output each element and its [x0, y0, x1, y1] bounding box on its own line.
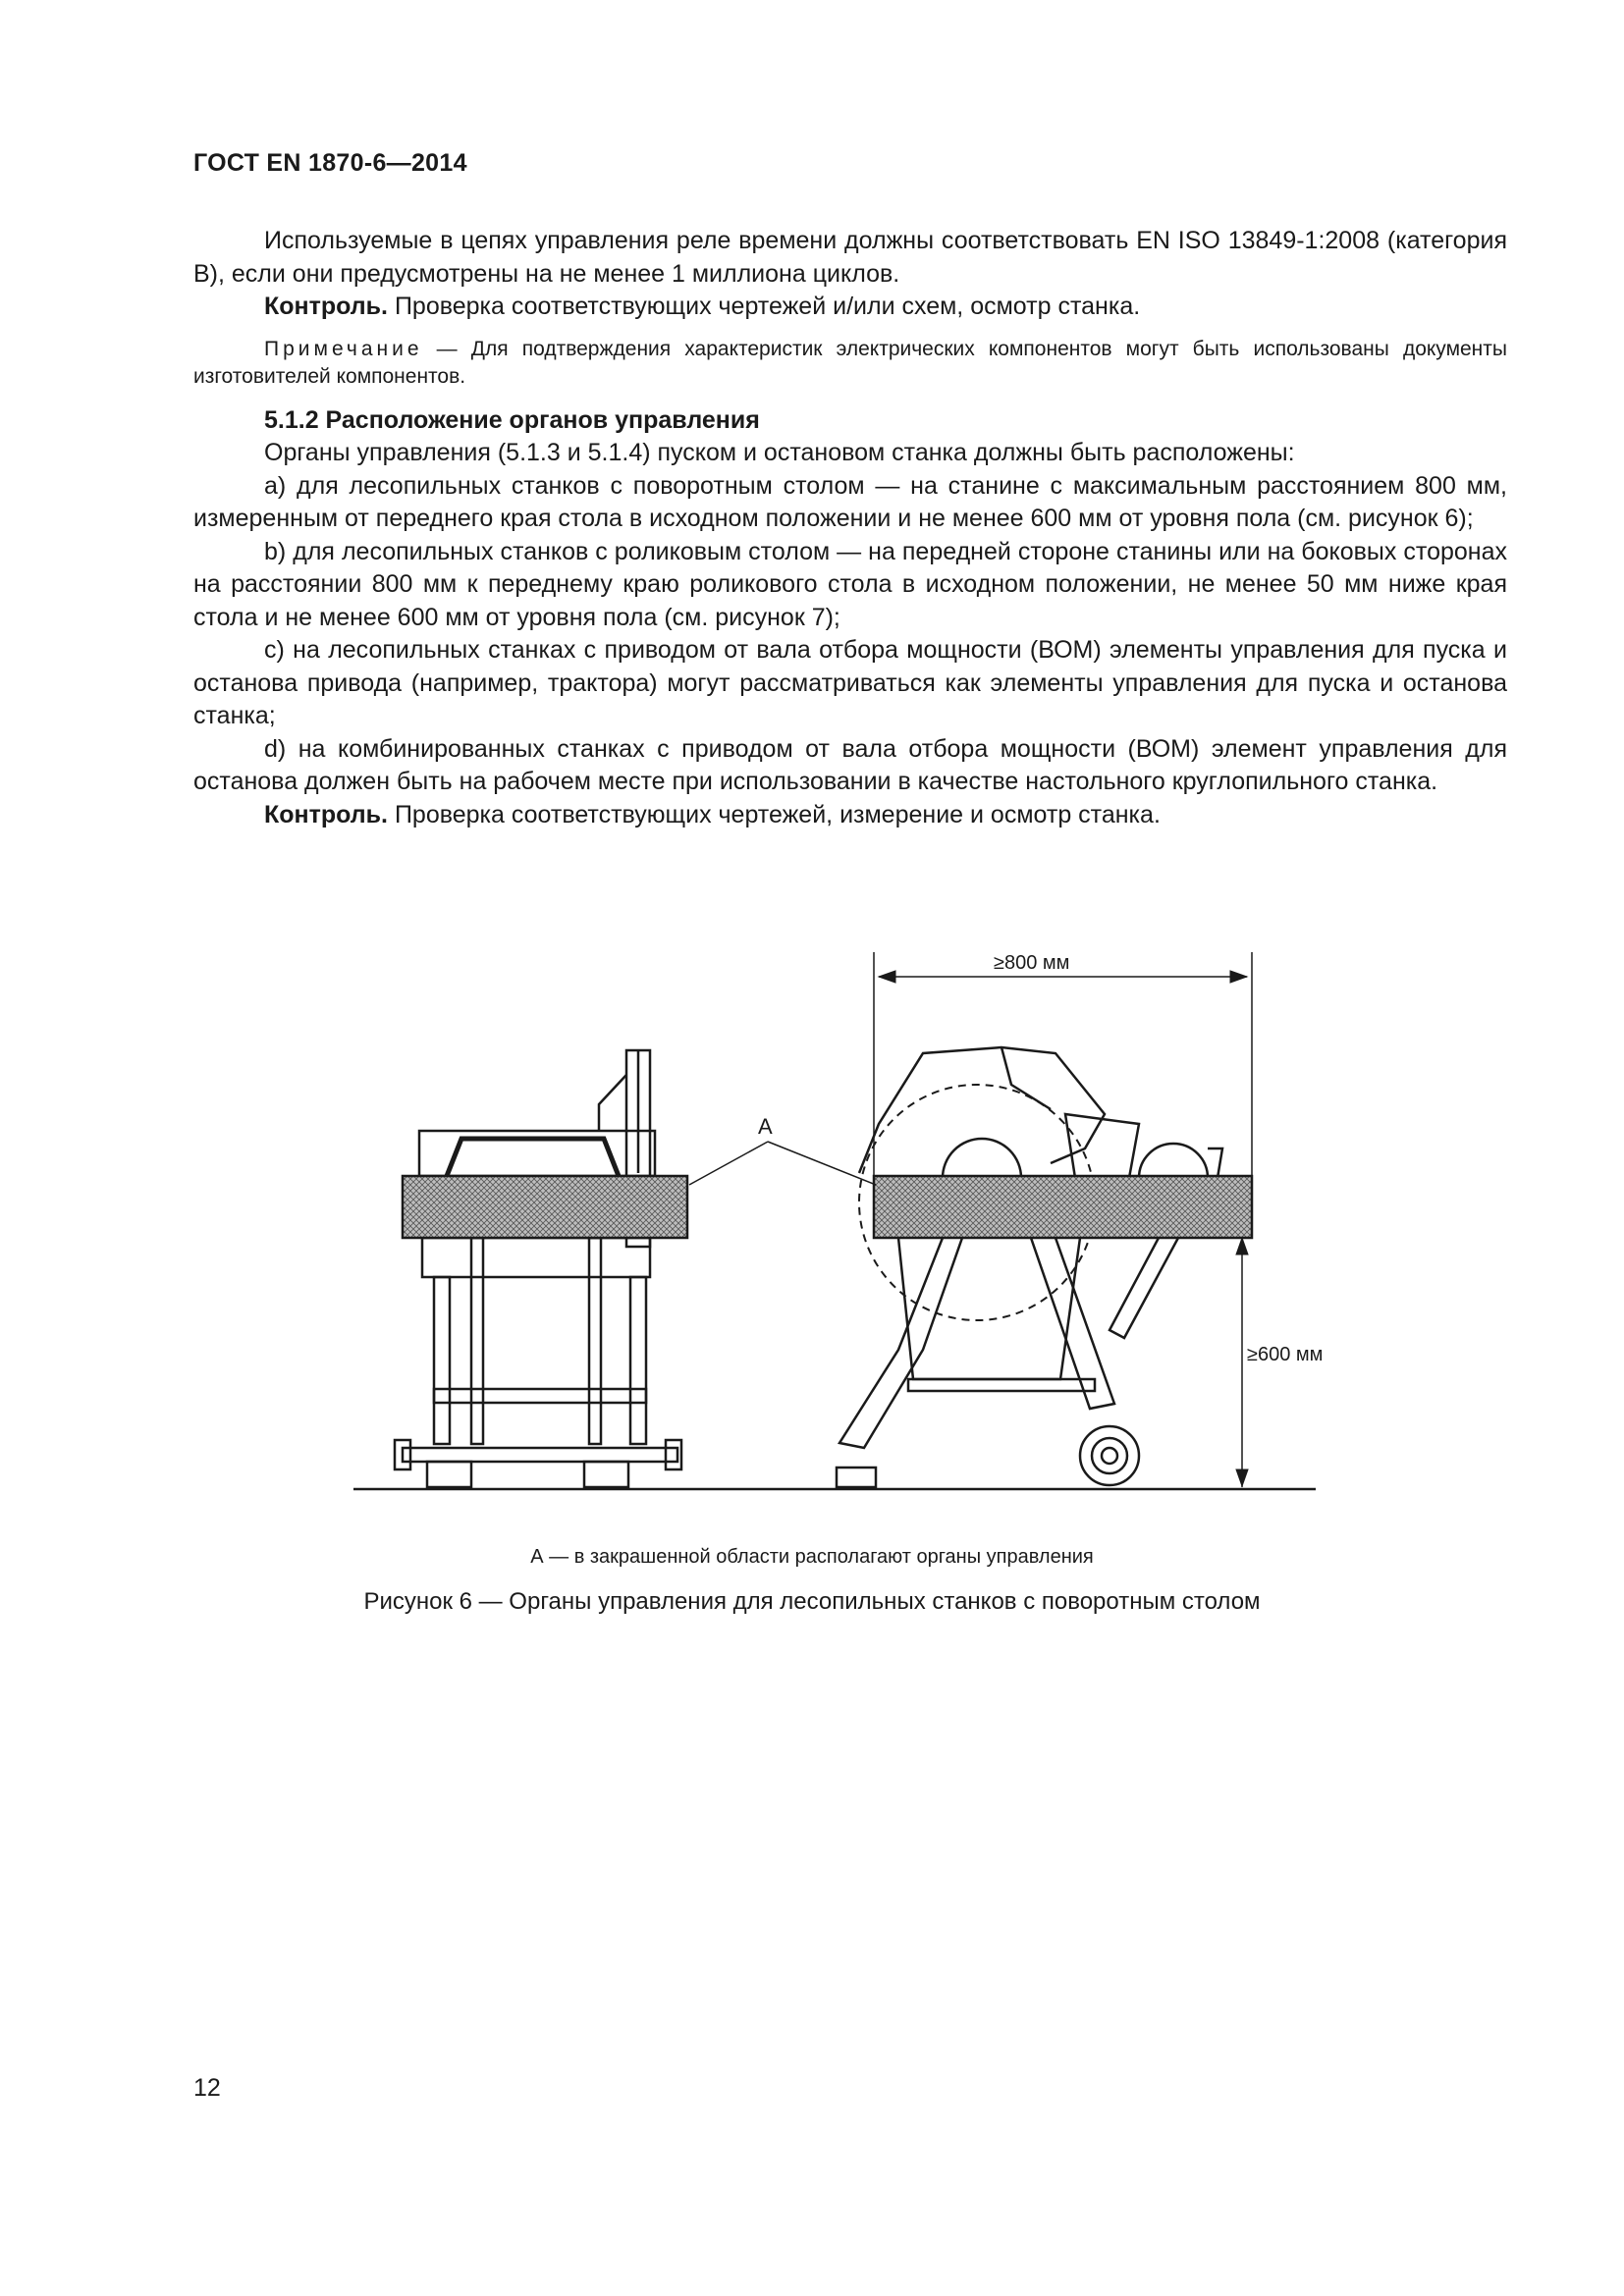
paragraph-intro: Органы управления (5.1.3 и 5.1.4) пуском и остановом станка должны быть расположены: [264, 439, 1295, 466]
dimension-height-label: ≥600 мм [1247, 1344, 1324, 1365]
left-machine [395, 1050, 681, 1487]
figure-caption: Рисунок 6 — Органы управления для лесопильных станков с поворотным столом [363, 1588, 1261, 1615]
section-heading: 5.1.2 Расположение органов управления [264, 405, 760, 434]
paragraph-control-2 [193, 799, 1507, 832]
body-text [193, 225, 1507, 831]
list-item-b: b) для лесопильных станков с роликовым столом — на передней стороне станины или на боковых сторонах на расстоянии 800 мм к переднему краю роликового стола в исходном положении, не менее 50 мм ниже края стола и не менее 600 мм от уровня пола (см. рисунок 7); [193, 537, 1507, 631]
list-item-d: d) на комбинированных станках с приводом от вала отбора мощности (ВОМ) элемент управления для останова должен быть на рабочем месте при использовании в качестве настольного круглопильного станка. [193, 734, 1507, 795]
control-label: Контроль. [264, 293, 388, 320]
paragraph-relay: Используемые в цепях управления реле времени должны соответствовать EN ISO 13849-1:2008 (категория В), если они предусмотрены на не менее 1 миллиона циклов. [193, 227, 1507, 288]
label-a: А [758, 1114, 773, 1139]
note-text: — Для подтверждения характеристик электрических компонентов могут быть использованы документы изготовителей компонентов. [193, 337, 1507, 388]
leader-line-right [768, 1142, 876, 1185]
figure-legend: А — в закрашенной области располагают органы управления [530, 1546, 1094, 1568]
control-text-2: Проверка соответствующих чертежей, измерение и осмотр станка. [388, 800, 1161, 828]
paragraph-control-1 [193, 291, 1507, 324]
document-header: ГОСТ EN 1870-6—2014 [193, 149, 467, 177]
figure-6-drawing [334, 937, 1355, 1507]
control-label-2: Контроль. [264, 800, 388, 828]
list-item-a: a) для лесопильных станков с поворотным столом — на станине с максимальным расстоянием 800 мм, измеренным от переднего края стола в исходном положении и не менее 600 мм от уровня пола (см. рисунок 6); [193, 471, 1507, 532]
list-item-c: c) на лесопильных станках с приводом от вала отбора мощности (ВОМ) элементы управления для пуска и останова привода (например, трактора) могут рассматриваться как элементы управления для пуска и останова станка; [193, 636, 1507, 729]
control-area-left [403, 1176, 687, 1238]
page-number: 12 [193, 2074, 221, 2102]
note [193, 336, 1507, 391]
control-area-right [874, 1176, 1252, 1238]
note-label: Примечание [264, 337, 423, 360]
dimension-width-label: ≥800 мм [994, 952, 1070, 974]
leader-line-left [689, 1142, 768, 1185]
control-text: Проверка соответствующих чертежей и/или схем, осмотр станка. [388, 293, 1141, 320]
